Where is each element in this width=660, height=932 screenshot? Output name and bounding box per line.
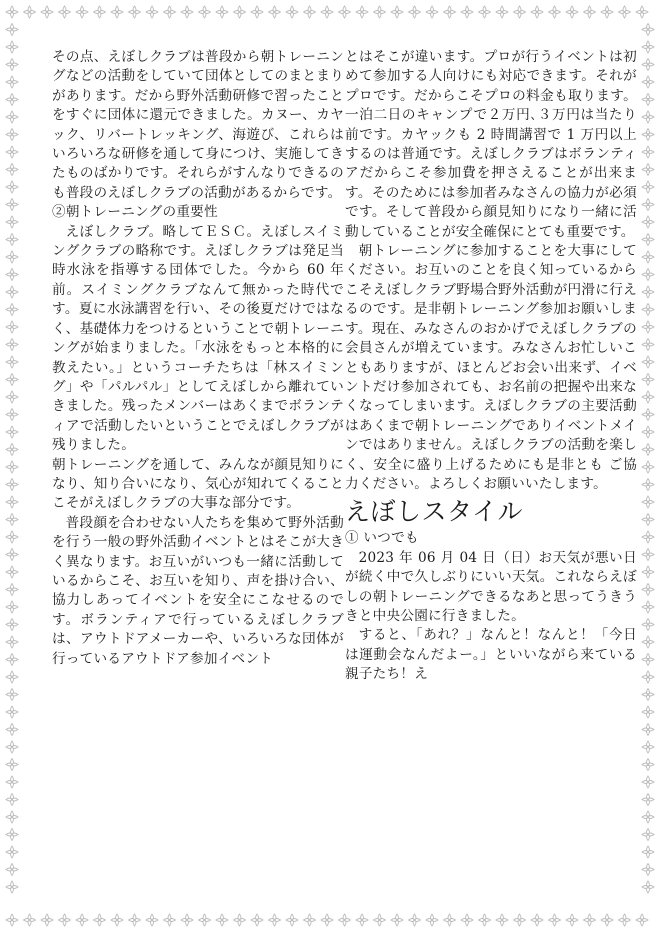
flower-ornament-icon: [642, 741, 654, 753]
flower-ornament-icon: [59, 914, 71, 926]
flower-ornament-icon: [642, 706, 654, 718]
flower-ornament-icon: [6, 811, 18, 823]
flower-ornament-icon: [642, 619, 654, 631]
flower-ornament-icon: [642, 864, 654, 876]
flower-ornament-icon: [24, 914, 36, 926]
flower-ornament-icon: [6, 829, 18, 841]
flower-ornament-icon: [6, 759, 18, 771]
flower-ornament-icon: [514, 6, 526, 18]
flower-ornament-icon: [321, 6, 333, 18]
flower-ornament-icon: [76, 914, 88, 926]
flower-ornament-icon: [6, 339, 18, 351]
flower-ornament-icon: [642, 584, 654, 596]
flower-ornament-icon: [549, 6, 561, 18]
flower-ornament-icon: [216, 6, 228, 18]
flower-ornament-icon: [636, 6, 648, 18]
paragraph-history: えぼしクラブ。略してＥＳＣ。えぼしスイミングクラブの略称です。えぼしクラブは発足当時水泳を指導する団体でした。今から 60 年前。スイミングクラブなんて無かった時代です。夏に水泳講習を行い、その後夏だけではなく、基礎体力をつけるということで朝トレーニングが始まりました。「水泳をもっと本格的に教えたい。」というコーチたちは「林スイミング」や「パルパル」としてえぼしから離れていきました。残ったメンバーはあくまでボランティアで活動したいということでえぼしクラブが残りました。: [52, 223, 344, 454]
flower-ornament-icon: [111, 914, 123, 926]
flower-ornament-icon: [251, 6, 263, 18]
flower-ornament-icon: [129, 914, 141, 926]
flower-ornament-icon: [339, 914, 351, 926]
flower-ornament-icon: [6, 514, 18, 526]
flower-ornament-icon: [94, 914, 106, 926]
flower-ornament-icon: [6, 549, 18, 561]
flower-ornament-icon: [6, 199, 18, 211]
flower-ornament-icon: [269, 6, 281, 18]
flower-ornament-icon: [642, 759, 654, 771]
paragraph-difference: 普段顔を合わせない人たちを集めて野外活動を行う一般の野外活動イベントとはそこが大きく異なります。お互いがいつも一緒に活動しているからこそ、お互いを知り、声を掛け合い、協力しあってイベントを安全にこなせるのです。ボランティアで行っているえぼしクラブは、アウトドアメーカーや、いろいろな団体が行っているアウトドア参加イベント: [52, 514, 344, 667]
flower-ornament-icon: [642, 461, 654, 473]
flower-ornament-icon: [642, 531, 654, 543]
flower-ornament-icon: [6, 304, 18, 316]
left-column: [52, 48, 344, 669]
flower-ornament-icon: [642, 59, 654, 71]
flower-ornament-icon: [6, 181, 18, 193]
flower-ornament-icon: [642, 426, 654, 438]
flower-ornament-icon: [642, 776, 654, 788]
flower-ornament-icon: [181, 914, 193, 926]
flower-ornament-icon: [6, 269, 18, 281]
flower-ornament-icon: [6, 584, 18, 596]
flower-ornament-icon: [6, 409, 18, 421]
flower-ornament-icon: [479, 6, 491, 18]
flower-ornament-icon: [642, 391, 654, 403]
paragraph-sports-day: すると、「あれ？」なんと！なんと！「今日は運動会なんだよー。」といいながら来ている親子たち！え: [345, 627, 637, 683]
flower-ornament-icon: [6, 914, 18, 926]
flower-ornament-icon: [6, 391, 18, 403]
flower-ornament-icon: [549, 914, 561, 926]
flower-ornament-icon: [496, 914, 508, 926]
flower-ornament-icon: [426, 914, 438, 926]
flower-ornament-icon: [461, 6, 473, 18]
flower-ornament-icon: [642, 146, 654, 158]
flower-ornament-icon: [642, 251, 654, 263]
flower-ornament-icon: [6, 479, 18, 491]
flower-ornament-icon: [304, 914, 316, 926]
flower-ornament-icon: [6, 881, 18, 893]
flower-ornament-icon: [642, 829, 654, 841]
flower-ornament-icon: [6, 671, 18, 683]
flower-ornament-icon: [642, 269, 654, 281]
flower-ornament-icon: [6, 146, 18, 158]
flower-ornament-icon: [642, 409, 654, 421]
flower-ornament-icon: [642, 199, 654, 211]
flower-ornament-icon: [6, 164, 18, 176]
paragraph-activities: その点、えぼしクラブは普段から朝トレーニングなどの活動をしていて団体としてのまとまりがあります。だから野外活動研修で習ったことをすぐに団体に還元できました。カヌー、カヤック、リバートレッキング、海遊び、これらはいろいろな研修を通して身につけ、実施してきたものばかりです。それらがすんなりできるのも普段のえぼしクラブの活動があるからです。: [52, 49, 344, 201]
flower-ornament-icon: [6, 129, 18, 141]
flower-ornament-icon: [642, 286, 654, 298]
flower-ornament-icon: [6, 496, 18, 508]
flower-ornament-icon: [601, 914, 613, 926]
flower-ornament-icon: [479, 914, 491, 926]
flower-ornament-icon: [321, 914, 333, 926]
flower-ornament-icon: [642, 689, 654, 701]
flower-ornament-icon: [642, 514, 654, 526]
flower-ornament-icon: [444, 6, 456, 18]
flower-ornament-icon: [642, 94, 654, 106]
paragraph-acquaintance: 朝トレーニングを通して、みんなが顔見知りになり、知り合いになり、気心が知れてくることこそがえぼしクラブの大事な部分です。: [52, 456, 344, 512]
flower-ornament-icon: [642, 496, 654, 508]
flower-ornament-icon: [391, 6, 403, 18]
flower-ornament-icon: [6, 76, 18, 88]
flower-ornament-icon: [216, 914, 228, 926]
flower-ornament-icon: [642, 129, 654, 141]
flower-ornament-icon: [642, 304, 654, 316]
flower-ornament-icon: [584, 914, 596, 926]
flower-ornament-icon: [129, 6, 141, 18]
flower-ornament-icon: [6, 741, 18, 753]
flower-ornament-icon: [642, 811, 654, 823]
flower-ornament-icon: [409, 914, 421, 926]
flower-ornament-icon: [374, 914, 386, 926]
section-subheading: ① いつでも: [345, 530, 419, 547]
flower-ornament-icon: [6, 706, 18, 718]
flower-ornament-icon: [6, 864, 18, 876]
flower-ornament-icon: [6, 59, 18, 71]
flower-ornament-icon: [6, 286, 18, 298]
flower-ornament-icon: [426, 6, 438, 18]
flower-ornament-icon: [642, 654, 654, 666]
flower-ornament-icon: [6, 356, 18, 368]
flower-ornament-icon: [6, 689, 18, 701]
right-column: [345, 48, 637, 685]
flower-ornament-icon: [251, 914, 263, 926]
flower-ornament-icon: [566, 914, 578, 926]
flower-ornament-icon: [642, 671, 654, 683]
flower-ornament-icon: [642, 234, 654, 246]
flower-ornament-icon: [444, 914, 456, 926]
flower-ornament-icon: [461, 914, 473, 926]
flower-ornament-icon: [164, 6, 176, 18]
flower-ornament-icon: [496, 6, 508, 18]
flower-ornament-icon: [6, 94, 18, 106]
flower-ornament-icon: [24, 6, 36, 18]
flower-ornament-icon: [6, 566, 18, 578]
flower-ornament-icon: [6, 111, 18, 123]
section-heading: えぼしスタイル: [345, 497, 524, 527]
flower-ornament-icon: [6, 601, 18, 613]
flower-ornament-icon: [6, 846, 18, 858]
flower-ornament-icon: [6, 41, 18, 53]
flower-ornament-icon: [356, 6, 368, 18]
flower-ornament-icon: [642, 216, 654, 228]
flower-ornament-icon: [642, 444, 654, 456]
flower-ornament-icon: [111, 6, 123, 18]
flower-ornament-icon: [619, 6, 631, 18]
flower-ornament-icon: [584, 6, 596, 18]
flower-ornament-icon: [642, 724, 654, 736]
flower-ornament-icon: [531, 914, 543, 926]
flower-ornament-icon: [94, 6, 106, 18]
flower-ornament-icon: [6, 531, 18, 543]
flower-ornament-icon: [199, 914, 211, 926]
flower-ornament-icon: [6, 216, 18, 228]
flower-ornament-icon: [269, 914, 281, 926]
flower-ornament-icon: [6, 374, 18, 386]
flower-ornament-icon: [642, 164, 654, 176]
paragraph-date: 2023 年 06 月 04 日（日）お天気が悪い日が続く中で久しぶりにいい天気。これならえぼしの朝トレーニングできるなあと思ってうきうきと中央公園に行きました。: [345, 549, 637, 624]
flower-ornament-icon: [41, 914, 53, 926]
flower-ornament-icon: [234, 914, 246, 926]
flower-ornament-icon: [642, 636, 654, 648]
paragraph-request: 朝トレーニングに参加することを大事にしてください。お互いのことを良く知っているからこそえぼしクラブ野場合野外活動が円滑に行えるのです。是非朝トレーニング参加お願いします。現在、みなさんのおかげでえぼしクラブの会員さんが増えています。みなさんお忙しいこともありますが、ほとんどお会い出来ず、イベントだけ参加されても、お名前の把握や出来なくなってしまいます。えぼしクラブの主要活動はあくまで朝トレーニングでありイベントメインではありません。えぼしクラブの活動を楽しく、安全に盛り上げるためにも是非とも ご協力ください。よろしくお願いいたします。: [345, 243, 637, 492]
flower-ornament-icon: [6, 444, 18, 456]
flower-ornament-icon: [642, 601, 654, 613]
flower-ornament-icon: [642, 566, 654, 578]
section-subheading: ②朝トレーニングの重要性: [52, 204, 218, 221]
flower-ornament-icon: [146, 914, 158, 926]
flower-ornament-icon: [339, 6, 351, 18]
flower-ornament-icon: [6, 724, 18, 736]
flower-ornament-icon: [199, 6, 211, 18]
flower-ornament-icon: [76, 6, 88, 18]
flower-ornament-icon: [642, 76, 654, 88]
flower-ornament-icon: [6, 461, 18, 473]
flower-ornament-icon: [409, 6, 421, 18]
flower-ornament-icon: [41, 6, 53, 18]
flower-ornament-icon: [642, 321, 654, 333]
flower-ornament-icon: [6, 251, 18, 263]
flower-ornament-icon: [6, 6, 18, 18]
flower-ornament-icon: [356, 914, 368, 926]
flower-ornament-icon: [642, 846, 654, 858]
flower-ornament-icon: [636, 914, 648, 926]
flower-ornament-icon: [642, 181, 654, 193]
flower-ornament-icon: [6, 234, 18, 246]
flower-ornament-icon: [642, 794, 654, 806]
flower-ornament-icon: [6, 426, 18, 438]
flower-ornament-icon: [6, 321, 18, 333]
flower-ornament-icon: [146, 6, 158, 18]
flower-ornament-icon: [642, 111, 654, 123]
flower-ornament-icon: [619, 914, 631, 926]
flower-ornament-icon: [642, 881, 654, 893]
flower-ornament-icon: [642, 24, 654, 36]
flower-ornament-icon: [391, 914, 403, 926]
flower-ornament-icon: [286, 914, 298, 926]
flower-ornament-icon: [642, 339, 654, 351]
flower-ornament-icon: [566, 6, 578, 18]
flower-ornament-icon: [531, 6, 543, 18]
flower-ornament-icon: [514, 914, 526, 926]
flower-ornament-icon: [642, 374, 654, 386]
flower-ornament-icon: [642, 41, 654, 53]
flower-ornament-icon: [642, 356, 654, 368]
flower-ornament-icon: [6, 776, 18, 788]
paragraph-pro-events: とはそこが違います。プロが行うイベントは初めて参加する人向けにも対応できます。それがプロです。だからこそプロの料金も取ります。一泊二日のキャンプで２万円､３万円は当たり前です。カヤックも 2 時間講習で 1 万円以上するのは普通です。えぼしクラブはボランティアだからこそ参加費を押さえることが出来ます。そのためには参加者みなさんの協力が必須です。そして普段から顔見知りになり一緒に活動していることが安全確保にとても重要です。: [345, 49, 637, 240]
flower-ornament-icon: [181, 6, 193, 18]
flower-ornament-icon: [6, 619, 18, 631]
flower-ornament-icon: [642, 549, 654, 561]
flower-ornament-icon: [6, 794, 18, 806]
flower-ornament-icon: [6, 654, 18, 666]
flower-ornament-icon: [164, 914, 176, 926]
flower-ornament-icon: [601, 6, 613, 18]
flower-ornament-icon: [304, 6, 316, 18]
flower-ornament-icon: [374, 6, 386, 18]
flower-ornament-icon: [642, 479, 654, 491]
flower-ornament-icon: [6, 636, 18, 648]
flower-ornament-icon: [6, 24, 18, 36]
flower-ornament-icon: [234, 6, 246, 18]
flower-ornament-icon: [59, 6, 71, 18]
flower-ornament-icon: [286, 6, 298, 18]
